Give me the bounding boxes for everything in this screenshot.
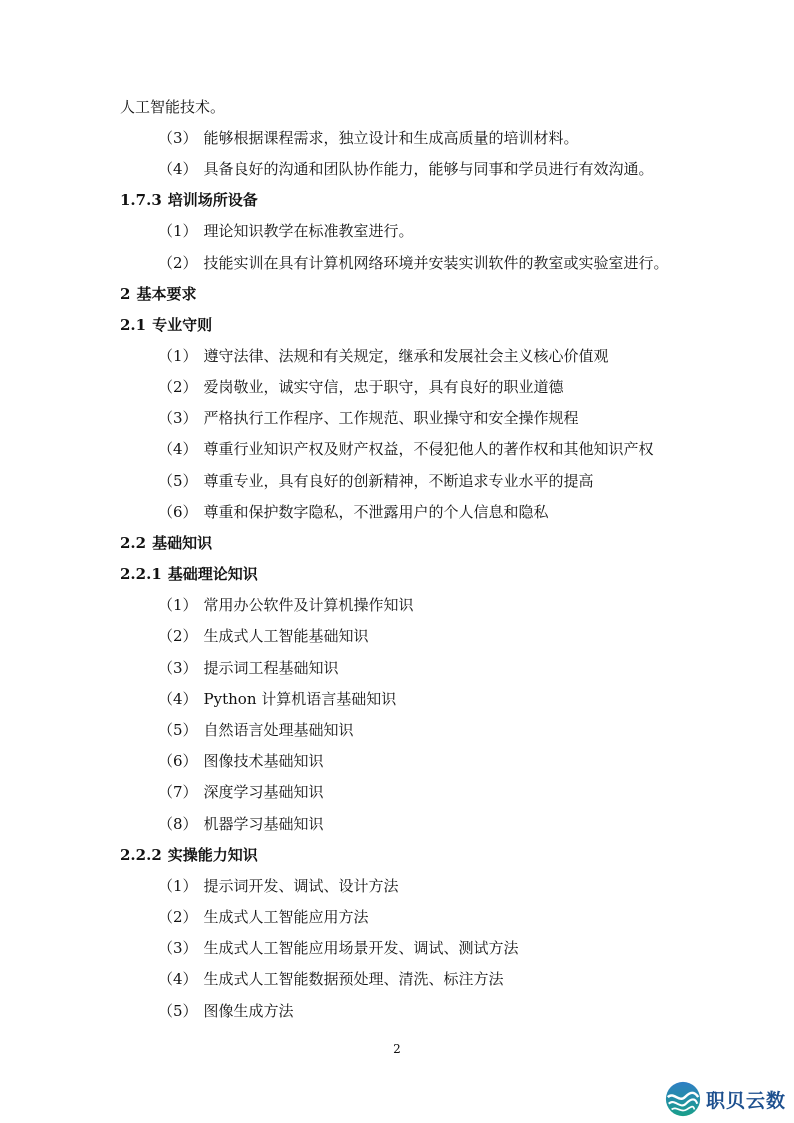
list-item: [158, 658, 339, 678]
list-item: [158, 782, 324, 802]
heading-1-7-3: [120, 190, 258, 210]
item-text: 尊重和保护数字隐私，不泄露用户的个人信息和隐私: [203, 503, 549, 521]
list-item: [158, 221, 414, 241]
list-item: [158, 439, 654, 459]
item-number: （1）: [158, 596, 198, 614]
wave-globe-icon: [664, 1080, 702, 1118]
item-number: （8）: [158, 815, 198, 833]
list-item: [158, 408, 579, 428]
list-item: [158, 876, 399, 896]
item-text: 爱岗敬业，诚实守信，忠于职守，具有良好的职业道德: [203, 378, 564, 396]
item-text: 自然语言处理基础知识: [203, 721, 354, 739]
item-text: 理论知识教学在标准教室进行。: [203, 222, 414, 240]
item-number: （2）: [158, 908, 198, 926]
item-number: （6）: [158, 752, 198, 770]
item-text: 提示词开发、调试、设计方法: [203, 877, 399, 895]
list-item: [158, 159, 654, 179]
heading-text: 基本要求: [136, 285, 197, 303]
item-number: （4）: [158, 970, 198, 988]
page-number: 2: [393, 1042, 401, 1056]
item-text: 深度学习基础知识: [203, 783, 324, 801]
list-item: [158, 1001, 294, 1021]
item-text: 生成式人工智能应用方法: [203, 908, 369, 926]
list-item: [158, 346, 609, 366]
list-item: [158, 969, 504, 989]
heading-2-1: [120, 315, 212, 335]
item-number: （2）: [158, 254, 198, 272]
item-text: 生成式人工智能基础知识: [203, 627, 369, 645]
item-text: 具备良好的沟通和团队协作能力，能够与同事和学员进行有效沟通。: [203, 160, 654, 178]
list-item: [158, 595, 414, 615]
list-item: [158, 720, 354, 740]
heading-number: 2: [120, 285, 131, 303]
heading-text: 实操能力知识: [167, 846, 258, 864]
continuation-text: 人工智能技术。: [120, 98, 226, 116]
item-text: 技能实训在具有计算机网络环境并安装实训软件的教室或实验室进行。: [203, 254, 669, 272]
heading-number: 1.7.3: [120, 191, 162, 209]
list-item: [158, 377, 564, 397]
item-number: （5）: [158, 721, 198, 739]
heading-number: 2.2.1: [120, 565, 162, 583]
item-number: （4）: [158, 440, 198, 458]
item-text: 尊重行业知识产权及财产权益，不侵犯他人的著作权和其他知识产权: [203, 440, 654, 458]
item-number: （2）: [158, 378, 198, 396]
heading-2-2-1: [120, 564, 258, 584]
list-item: [158, 253, 669, 273]
item-number: （5）: [158, 1002, 198, 1020]
item-text: 提示词工程基础知识: [203, 659, 339, 677]
brand-logo: [664, 1079, 790, 1119]
item-text: 遵守法律、法规和有关规定，继承和发展社会主义核心价值观: [203, 347, 609, 365]
heading-text: 培训场所设备: [167, 191, 258, 209]
list-item: [158, 689, 396, 709]
item-number: （3）: [158, 409, 198, 427]
item-text: Python 计算机语言基础知识: [203, 690, 397, 708]
list-item: [158, 907, 369, 927]
list-item: [158, 626, 369, 646]
item-number: （4）: [158, 160, 198, 178]
item-text: 尊重专业，具有良好的创新精神，不断追求专业水平的提高: [203, 472, 594, 490]
item-number: （4）: [158, 690, 198, 708]
list-item: [158, 128, 579, 148]
heading-text: 专业守则: [152, 316, 213, 334]
heading-text: 基础知识: [152, 534, 213, 552]
item-text: 常用办公软件及计算机操作知识: [203, 596, 414, 614]
list-item: [158, 502, 549, 522]
list-item: [158, 751, 324, 771]
item-text: 能够根据课程需求，独立设计和生成高质量的培训材料。: [203, 129, 579, 147]
heading-2-2-2: [120, 845, 258, 865]
heading-2: [120, 284, 196, 304]
brand-logo-text: 职贝云数: [706, 1089, 787, 1112]
item-number: （3）: [158, 129, 198, 147]
heading-2-2: [120, 533, 212, 553]
list-item: [158, 471, 594, 491]
item-text: 生成式人工智能应用场景开发、调试、测试方法: [203, 939, 519, 957]
item-number: （3）: [158, 659, 198, 677]
item-number: （5）: [158, 472, 198, 490]
heading-text: 基础理论知识: [167, 565, 258, 583]
item-number: （1）: [158, 877, 198, 895]
item-number: （3）: [158, 939, 198, 957]
item-number: （1）: [158, 222, 198, 240]
list-item: [158, 814, 324, 834]
list-item: [158, 938, 519, 958]
item-number: （7）: [158, 783, 198, 801]
item-text: 图像生成方法: [203, 1002, 294, 1020]
item-number: （1）: [158, 347, 198, 365]
item-text: 生成式人工智能数据预处理、清洗、标注方法: [203, 970, 504, 988]
item-text: 机器学习基础知识: [203, 815, 324, 833]
heading-number: 2.2: [120, 534, 147, 552]
heading-number: 2.2.2: [120, 846, 162, 864]
item-text: 图像技术基础知识: [203, 752, 324, 770]
heading-number: 2.1: [120, 316, 147, 334]
item-number: （2）: [158, 627, 198, 645]
item-number: （6）: [158, 503, 198, 521]
item-text: 严格执行工作程序、工作规范、职业操守和安全操作规程: [203, 409, 579, 427]
